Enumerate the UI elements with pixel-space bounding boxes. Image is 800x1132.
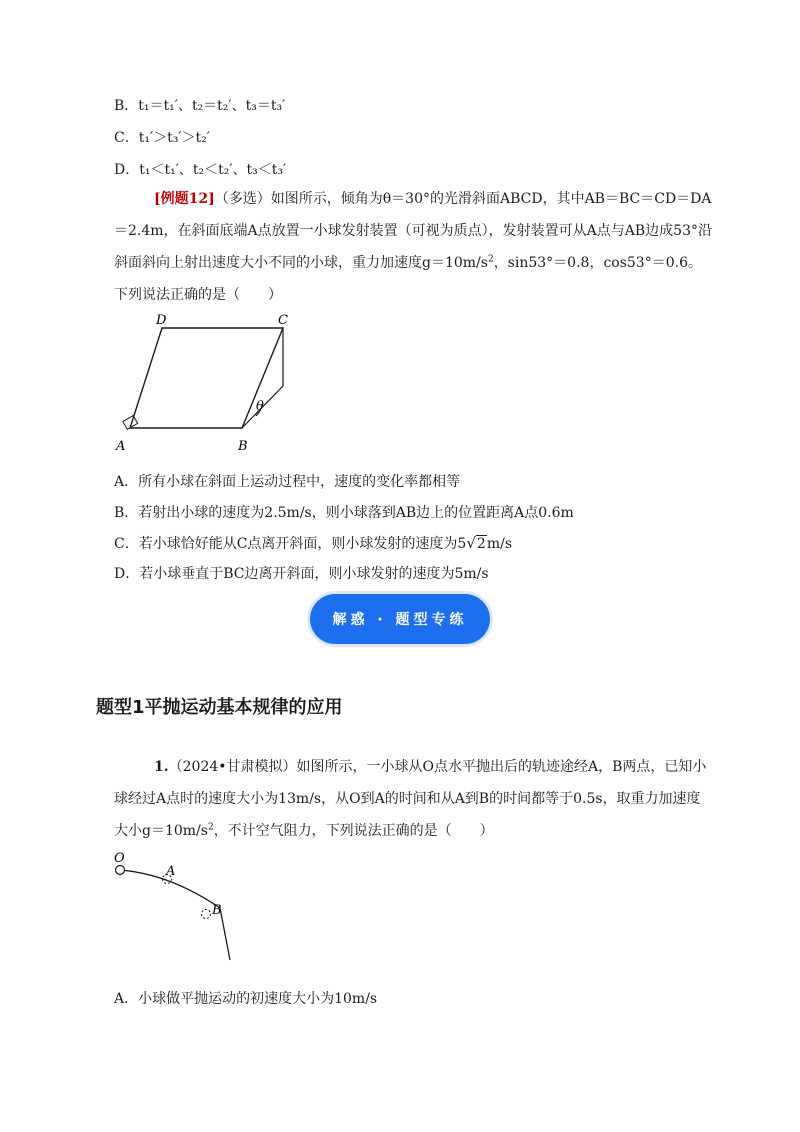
slope-figure (110, 310, 310, 460)
q1-stem: 1.（2024•甘肃模拟）如图所示，一小球从O点水平抛出后的轨迹途经A，B两点，已知小球经过A点时的速度大小为13m/s，从O到A的时间和从A到B的时间都等于0.5s，取重力加速度大小$g=10m/s^2$，不计空气阻力，下列说法正确的是（ ） (114, 759, 707, 839)
trajectory-figure (110, 848, 250, 966)
label-o: O (114, 851, 125, 866)
point-b-ball (202, 910, 211, 919)
label-b: B (238, 439, 248, 454)
section-badge: 解惑 · 题型专练 (310, 594, 490, 644)
example12-tag: [例题12] (154, 191, 215, 207)
point-o-ball (116, 866, 125, 875)
label-a2: A (166, 864, 176, 879)
ex12-option-a: A．所有小球在斜面上运动过程中，速度的变化率都相等 (114, 474, 461, 490)
ex12-option-c: C．若小球恰好能从C点离开斜面，则小球发射的速度为5√2m/s (114, 534, 513, 552)
label-b2: B (212, 903, 222, 918)
launcher-icon (123, 416, 138, 430)
example12-stem: [例题12]（多选）如图所示，倾角为θ＝30°的光滑斜面ABCD，其中AB＝BC＝CD＝DA＝2.4m，在斜面底端A点放置一小球发射装置（可视为质点），发射装置可从A点与AB边成53°沿斜面斜向上射出速度大小不同的小球，重力加速度$g=10m/s^2$，sin53°＝0.8，cos53°＝0.6。下列说法正确的是（ ） (114, 191, 712, 303)
section-title: 题型1平抛运动基本规律的应用 (96, 697, 343, 718)
label-c: C (278, 313, 288, 328)
label-d: D (156, 313, 167, 328)
ex12-option-b: B．若射出小球的速度为2.5m/s，则小球落到AB边上的位置距离A点0.6m (114, 505, 574, 521)
option-c-prev: C．t₁′＞t₃′＞t₂′ (114, 130, 210, 146)
q1-option-a: A．小球做平抛运动的初速度大小为10m/s (114, 991, 378, 1007)
q1-number: 1. (154, 759, 169, 775)
option-d-prev: D．t₁＜t₁′、t₂＜t₂′、t₃＜t₃′ (114, 162, 287, 178)
option-b-prev: B．t₁＝t₁′、t₂＝t₂′、t₃＝t₃′ (114, 98, 286, 114)
label-a: A (116, 439, 126, 454)
ex12-option-d: D．若小球垂直于BC边离开斜面，则小球发射的速度为5m/s (114, 566, 489, 582)
label-theta: θ (256, 399, 264, 414)
